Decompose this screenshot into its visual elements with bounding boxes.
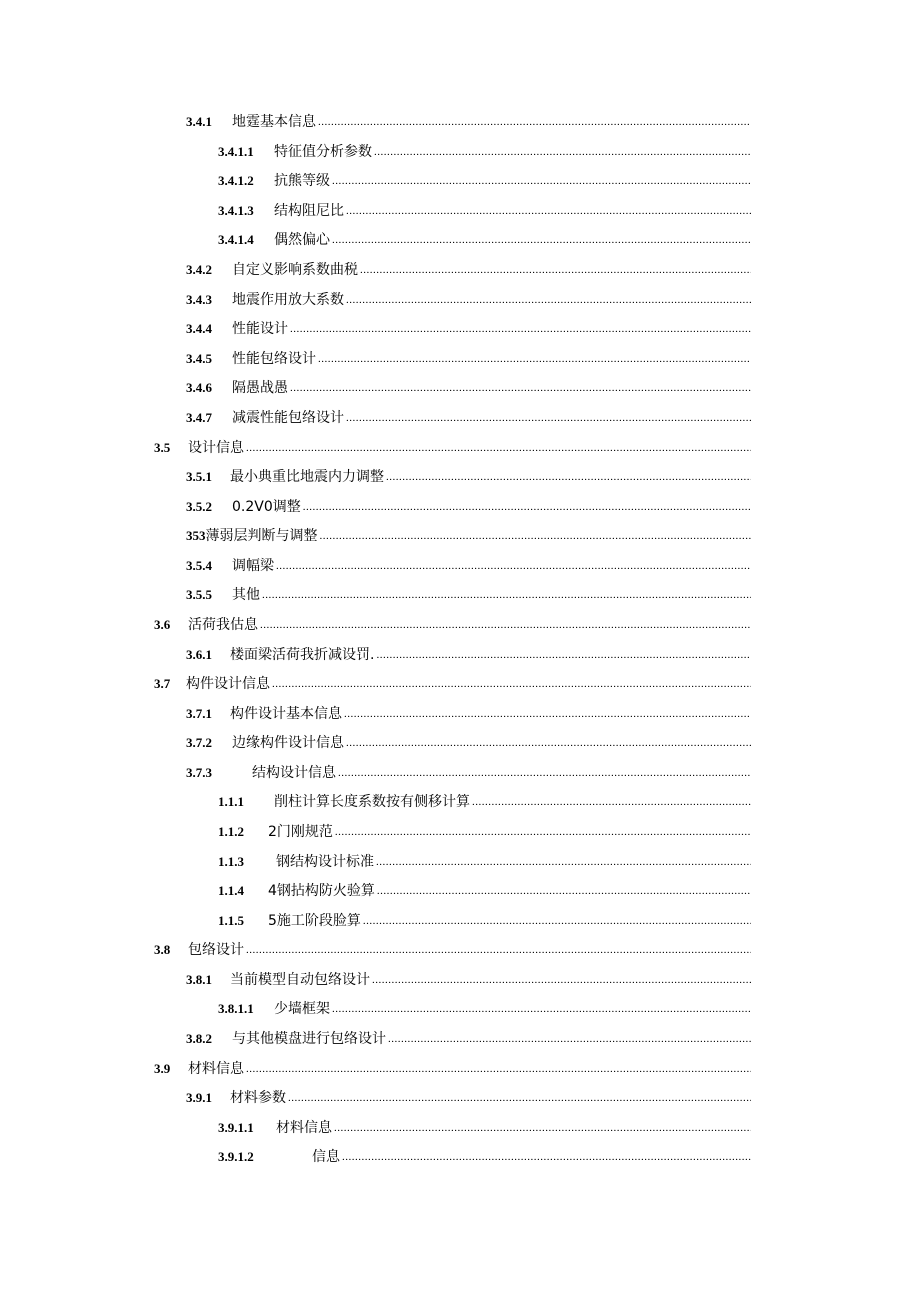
toc-number: 3.4.6 [186, 380, 212, 395]
toc-leader [246, 440, 751, 456]
toc-number: 1.1.2 [218, 824, 244, 839]
toc-leader [246, 942, 751, 958]
toc-number: 3.4.1 [186, 114, 212, 129]
toc-number: 3.6 [154, 617, 171, 632]
toc-entry[interactable] [186, 731, 751, 751]
toc-title: 结构设计信息 [252, 765, 336, 781]
toc-entry[interactable] [218, 997, 751, 1017]
toc-entry[interactable] [186, 110, 751, 130]
toc-title: 信息 [312, 1149, 340, 1165]
toc-title: 设计信息 [188, 440, 244, 456]
toc-title: 包络设计 [188, 942, 244, 958]
toc-title: 抗熊等级 [274, 173, 330, 189]
toc-entry[interactable] [186, 406, 751, 426]
toc-entry[interactable] [218, 820, 751, 840]
toc-entry[interactable] [186, 495, 751, 515]
toc-number: 3.9.1 [186, 1090, 212, 1105]
toc-number: 1.1.1 [218, 794, 244, 809]
toc-leader [346, 292, 751, 308]
toc-leader [335, 824, 751, 840]
toc-title: 减震性能包络设计 [232, 410, 344, 426]
toc-number: 3.5.1 [186, 469, 212, 484]
toc-title: 其他 [232, 587, 260, 603]
toc-leader [272, 676, 751, 692]
toc-number: 3.4.1.4 [218, 232, 254, 247]
toc-entry[interactable] [154, 672, 751, 692]
toc-number: 3.9.1.1 [218, 1120, 254, 1135]
toc-number: 3.8 [154, 942, 171, 957]
toc-leader [346, 203, 751, 219]
toc-number: 3.8.1.1 [218, 1001, 254, 1016]
toc-number: 3.5.4 [186, 558, 212, 573]
toc-number: 3.8.2 [186, 1031, 212, 1046]
toc-title: 削柱计算长度系数按有侧移计算 [274, 794, 470, 810]
toc-leader [363, 913, 751, 929]
toc-number: 3.7.2 [186, 735, 212, 750]
toc-entry[interactable] [218, 169, 751, 189]
toc-number: 1.1.3 [218, 854, 244, 869]
toc-number: 3.9 [154, 1061, 171, 1076]
toc-title: 材料信息 [188, 1061, 244, 1077]
toc-number: 3.5.2 [186, 499, 212, 514]
toc-entry[interactable] [186, 554, 751, 574]
toc-entry[interactable] [186, 761, 751, 781]
toc-leader [344, 706, 751, 722]
toc-number: 3.4.1.3 [218, 203, 254, 218]
toc-leader [374, 144, 751, 160]
toc-number: 3.4.7 [186, 410, 212, 425]
toc-number: 1.1.5 [218, 913, 244, 928]
toc-leader [386, 469, 751, 485]
toc-entry[interactable] [218, 140, 751, 160]
toc-entry[interactable] [154, 1057, 751, 1077]
toc-title: 0.2V0调整 [232, 499, 301, 515]
toc-leader [360, 262, 751, 278]
toc-entry[interactable] [218, 1116, 751, 1136]
toc-entry[interactable] [218, 228, 751, 248]
toc-number: 3.4.5 [186, 351, 212, 366]
toc-number: 3.6.1 [186, 647, 212, 662]
toc-entry[interactable] [154, 436, 751, 456]
toc-number: 3.4.1.2 [218, 173, 254, 188]
toc-leader [376, 647, 751, 663]
toc-entry[interactable] [186, 347, 751, 367]
toc-entry[interactable] [218, 199, 751, 219]
toc-entry[interactable] [218, 790, 751, 810]
toc-number: 3.7 [154, 676, 171, 691]
toc-number: 1.1.4 [218, 883, 244, 898]
toc-leader [262, 587, 751, 603]
toc-title: 偶然偏心 [274, 232, 330, 248]
toc-title: 性能包络设计 [232, 351, 316, 367]
toc-title: 结构阻尼比 [274, 203, 344, 219]
toc-entry[interactable] [218, 879, 751, 899]
toc-title: 材料信息 [276, 1120, 332, 1136]
toc-leader [346, 410, 751, 426]
toc-title: 材料参数 [230, 1090, 286, 1106]
toc-number: 3.5.5 [186, 587, 212, 602]
toc-leader [346, 735, 751, 751]
toc-entry[interactable] [218, 850, 751, 870]
toc-entry[interactable] [186, 524, 751, 544]
toc-number: 353 [186, 528, 206, 543]
toc-entry[interactable] [154, 613, 751, 633]
toc-title: 最小典重比地震内力调整 [230, 469, 384, 485]
toc-leader [320, 528, 752, 544]
toc-leader [288, 1090, 751, 1106]
toc-title: 与其他模盘进行包络设计 [232, 1031, 386, 1047]
toc-leader [372, 972, 751, 988]
toc-title: 5施工阶段脸算 [268, 913, 361, 929]
toc-title: 楼面梁活荷我折减设罚. [230, 647, 375, 663]
toc-entry[interactable] [186, 702, 751, 722]
toc-title: 边缘构件设计信息 [232, 735, 344, 751]
toc-leader [246, 1061, 751, 1077]
toc-leader [303, 499, 751, 515]
toc-leader [318, 351, 751, 367]
toc-entry[interactable] [186, 1086, 751, 1106]
toc-entry[interactable] [154, 938, 751, 958]
toc-number: 3.7.3 [186, 765, 212, 780]
toc-entry[interactable] [218, 1145, 751, 1165]
toc-title: 当前模型自动包络设计 [230, 972, 370, 988]
toc-entry[interactable] [186, 465, 751, 485]
toc-title: 构件设计基本信息 [230, 706, 342, 722]
toc-title: 活荷我估息 [188, 617, 258, 633]
toc-number: 3.8.1 [186, 972, 212, 987]
toc-leader [376, 854, 751, 870]
toc-entry[interactable] [186, 643, 751, 663]
toc-number: 3.4.2 [186, 262, 212, 277]
toc-leader [388, 1031, 751, 1047]
toc-title: 地震作用放大系数 [232, 292, 344, 308]
toc-leader [377, 883, 751, 899]
toc-leader [260, 617, 751, 633]
toc-number: 3.4.1.1 [218, 144, 254, 159]
toc-leader [290, 380, 751, 396]
toc-entry[interactable] [186, 317, 751, 337]
toc-entry[interactable] [218, 909, 751, 929]
toc-leader [332, 173, 751, 189]
toc-title: 4钢拈构防火验算 [268, 883, 375, 899]
toc-leader [338, 765, 751, 781]
toc-entry[interactable] [186, 968, 751, 988]
toc-number: 3.7.1 [186, 706, 212, 721]
toc-title: 2门刚规范 [268, 824, 333, 840]
toc-entry[interactable] [186, 583, 751, 603]
toc-title: 钢结构设计标准 [276, 854, 374, 870]
toc-leader [472, 794, 751, 810]
toc-title: 少墙框架 [274, 1001, 330, 1017]
toc-title: 地霆基本信息 [232, 114, 316, 130]
toc-number: 3.4.4 [186, 321, 212, 336]
toc-leader [332, 232, 751, 248]
toc-title: 自定义影响系数曲税 [232, 262, 358, 278]
toc-entry[interactable] [186, 376, 751, 396]
toc-title: 调幅梁 [232, 558, 274, 574]
toc-number: 3.4.3 [186, 292, 212, 307]
toc-title: 性能设计 [232, 321, 288, 337]
toc-leader [276, 558, 751, 574]
toc-entry[interactable] [186, 258, 751, 278]
toc-entry[interactable] [186, 288, 751, 308]
toc-leader [290, 321, 751, 337]
toc-title: 隔愚战愚 [232, 380, 288, 396]
toc-leader [332, 1001, 751, 1017]
toc-leader [342, 1149, 751, 1165]
toc-entry[interactable] [186, 1027, 751, 1047]
toc-title: 薄弱层判断与调整 [205, 528, 318, 544]
toc-number: 3.5 [154, 440, 171, 455]
toc-title: 特征值分析参数 [274, 144, 372, 160]
toc-title: 构件设计信息 [186, 676, 270, 692]
toc-leader [318, 114, 751, 130]
toc-leader [334, 1120, 751, 1136]
toc-number: 3.9.1.2 [218, 1149, 254, 1164]
